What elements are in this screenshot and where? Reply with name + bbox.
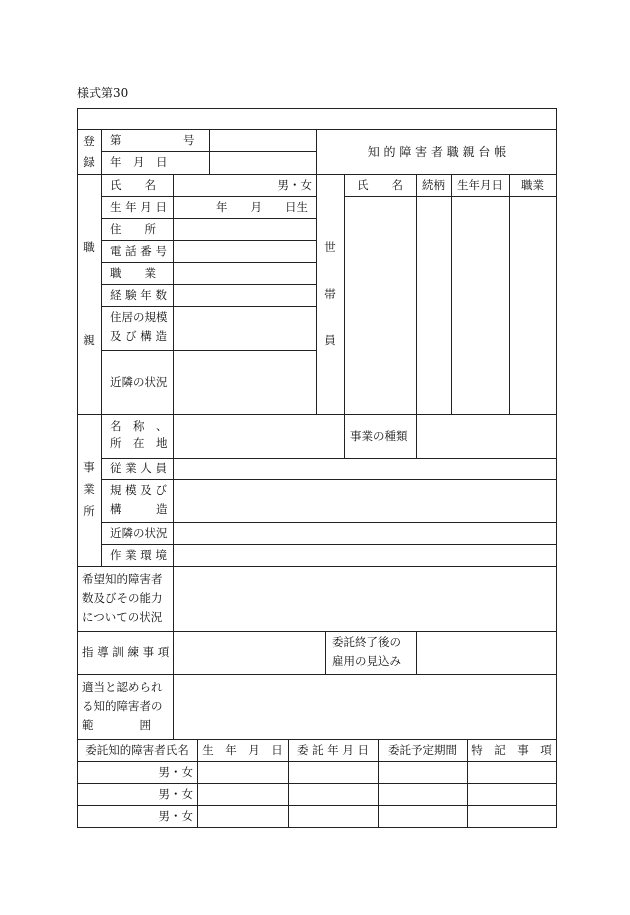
entrusted-row-sex: 男・女	[158, 765, 193, 779]
desired-label-2: 数及びその能力	[82, 591, 163, 605]
business-scale-label-2: 構 造	[110, 502, 168, 516]
registration-side-label-1: 登	[83, 134, 95, 148]
business-name-label-2: 所 在 地	[110, 436, 168, 450]
scope-label-2: る知的障害者の	[82, 699, 163, 713]
entrusted-header-notes: 特 記 事 項	[471, 743, 552, 757]
shokuoya-address-label: 住 所	[110, 222, 156, 236]
household-side-label-2: 帯	[324, 287, 336, 301]
household-col-job: 職業	[521, 178, 544, 192]
shokuoya-neighbor-label: 近隣の状況	[110, 375, 168, 389]
registration-number-suffix: 号	[183, 133, 195, 147]
household-side-label-3: 員	[324, 333, 336, 347]
shokuoya-phone-label: 電 話 番 号	[110, 244, 167, 258]
shokuoya-dob-value: 年 月 日生	[216, 200, 308, 214]
business-name-label-1: 名 称 、	[110, 419, 168, 433]
entrusted-header-dob: 生 年 月 日	[202, 743, 283, 757]
shokuoya-housing-label-1: 住居の規模	[110, 310, 168, 324]
shokuoya-side-label-2: 親	[83, 333, 95, 347]
desired-label-3: についての状況	[82, 610, 163, 624]
business-side-label-2: 業	[83, 482, 95, 496]
registration-date-label: 年 月 日	[110, 155, 168, 169]
employment-outlook-label-2: 雇用の見込み	[332, 654, 401, 668]
household-col-relation: 続柄	[422, 178, 445, 192]
entrusted-header-entrust-date: 委 託 年 月 日	[296, 743, 370, 757]
business-environment-label: 作 業 環 境	[110, 548, 167, 562]
form-number-label: 様式第30	[77, 86, 129, 100]
shokuoya-name-label: 氏 名	[110, 178, 156, 192]
shokuoya-housing-label-2: 及 び 構 造	[110, 329, 167, 343]
household-side-label-1: 世	[324, 240, 336, 254]
scope-label-1: 適当と認められ	[82, 680, 163, 694]
training-label: 指 導 訓 練 事 項	[82, 645, 170, 659]
household-col-name: 氏 名	[357, 178, 403, 192]
scope-label-3: 範 囲	[82, 718, 151, 732]
shokuoya-experience-label: 経 験 年 数	[110, 288, 167, 302]
entrusted-header-period: 委託予定期間	[388, 743, 457, 757]
business-employees-label: 従 業 人 員	[110, 461, 167, 475]
employment-outlook-label-1: 委託終了後の	[332, 635, 401, 649]
business-neighbor-label: 近隣の状況	[110, 526, 168, 540]
business-scale-label-1: 規 模 及 び	[110, 483, 167, 497]
business-side-label-1: 事	[83, 460, 95, 474]
household-col-dob: 生年月日	[457, 178, 503, 192]
business-type-label: 事業の種類	[350, 429, 408, 443]
ledger-title: 知 的 障 害 者 職 親 台 帳	[367, 145, 507, 159]
entrusted-header-name: 委託知的障害者氏名	[85, 743, 189, 757]
desired-label-1: 希望知的障害者	[82, 572, 163, 586]
shokuoya-side-label-1: 職	[83, 240, 95, 254]
business-side-label-3: 所	[83, 504, 95, 518]
shokuoya-job-label: 職 業	[110, 266, 156, 280]
entrusted-row-sex: 男・女	[158, 787, 193, 801]
registration-side-label-2: 録	[83, 155, 95, 169]
shokuoya-sex-field: 男・女	[277, 178, 312, 192]
shokuoya-dob-label: 生 年 月 日	[110, 200, 167, 214]
registration-number-prefix: 第	[110, 133, 122, 147]
entrusted-row-sex: 男・女	[158, 809, 193, 823]
